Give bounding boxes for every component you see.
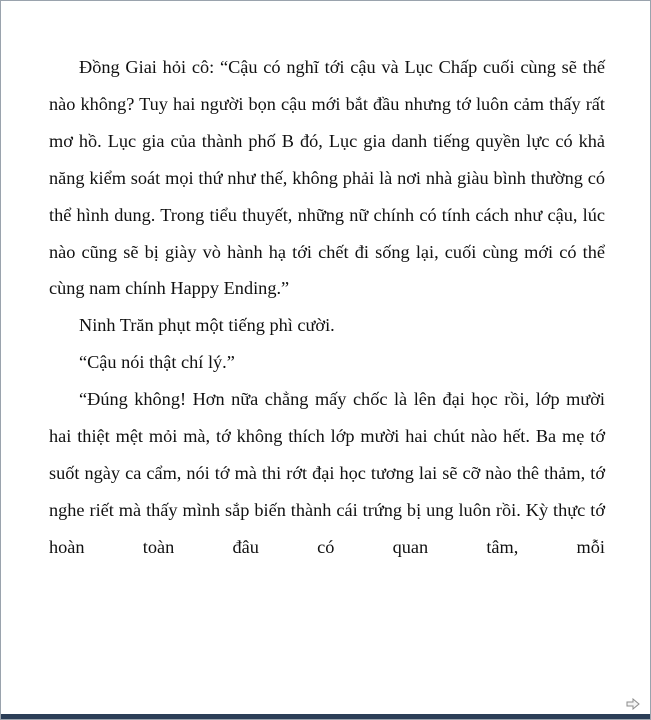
- paragraph-3: “Cậu nói thật chí lý.”: [79, 352, 235, 373]
- paragraph-4: “Đúng không! Hơn nữa chẳng mấy chốc là lên đại học rồi, lớp mười hai thiệt mệt mỏi mà, tớ không thích lớp mười hai chút nào hết. Ba mẹ tớ suốt ngày ca cẩm, nói tớ mà thi rớt đại học tương lai sẽ cỡ nào thê thảm, tớ nghe riết mà thấy mình sắp biến thành cái trứng bị ung luôn rồi. Kỳ thực tớ hoàn toàn đâu có quan tâm, mỗi: [49, 389, 605, 557]
- next-page-button[interactable]: [626, 698, 640, 710]
- arrow-right-icon: [626, 698, 640, 710]
- bottom-bar: [1, 714, 650, 719]
- page-body: [49, 49, 605, 566]
- paragraph-2: Ninh Trăn phụt một tiếng phì cười.: [79, 315, 335, 336]
- paragraph-1: Đồng Giai hỏi cô: “Cậu có nghĩ tới cậu và Lục Chấp cuối cùng sẽ thế nào không? Tuy hai người bọn cậu mới bắt đầu nhưng tớ luôn cảm thấy rất mơ hồ. Lục gia của thành phố B đó, Lục gia danh tiếng quyền lực có khả năng kiểm soát mọi thứ như thế, không phải là nơi nhà giàu bình thường có thể hình dung. Trong tiểu thuyết, những nữ chính có tính cách như cậu, lúc nào cũng sẽ bị giày vò hành hạ tới chết đi sống lại, cuối cùng mới có thể cùng nam chính Happy Ending.”: [49, 57, 605, 299]
